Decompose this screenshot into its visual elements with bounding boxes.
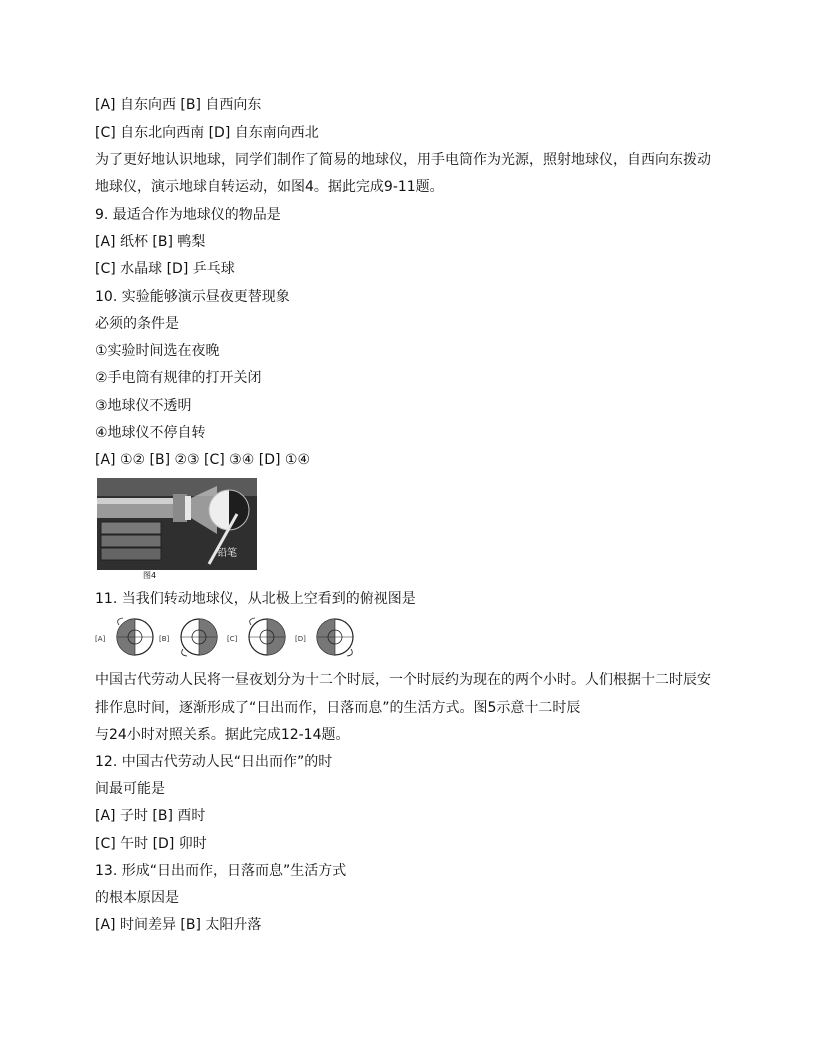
q10-condition-3: ③地球仪不透明 [95,398,192,414]
intro-text-line-1: 为了更好地认识地球，同学们制作了简易的地球仪，用手电筒作为光源，照射地球仪，自西向东拨动 [95,152,711,168]
q10-options: [A] ①② [B] ②③ [C] ③④ [D] ①④ [95,452,310,468]
globe-option-d-label: [D] [295,635,306,643]
q13-stem-line-2: 的根本原因是 [95,890,179,906]
q9-stem: 9. 最适合作为地球仪的物品是 [95,207,281,223]
q10-condition-1: ①实验时间选在夜晚 [95,343,220,359]
globe-option-b-diagram [181,619,217,656]
q12-options-cd: [C] 午时 [D] 卯时 [95,836,207,852]
intro-text-line-2: 地球仪，演示地球自转运动，如图4。据此完成9-11题。 [95,179,444,195]
figure-4-image [97,478,257,570]
q12-stem-line-2: 间最可能是 [95,781,165,797]
globe-option-c-label: [C] [227,635,238,643]
q10-condition-2: ②手电筒有规律的打开关闭 [95,370,262,386]
q12-options-ab: [A] 子时 [B] 酉时 [95,808,206,824]
globe-option-a-diagram [117,618,153,655]
q11-globe-options [95,617,365,657]
globe-option-b-label: [B] [159,635,170,643]
q9-options-ab: [A] 纸杯 [B] 鸭梨 [95,234,206,250]
q10-stem-line-2: 必须的条件是 [95,316,179,332]
q10-condition-4: ④地球仪不停自转 [95,425,206,441]
globe-option-c-diagram [249,618,285,655]
intro2-text-line-2: 排作息时间，逐渐形成了“日出而作，日落而息”的生活方式。图5示意十二时辰 [95,700,581,716]
figure-4-caption: 图4 [143,571,157,580]
globe-option-d-diagram [317,619,353,656]
q11-stem: 11. 当我们转动地球仪，从北极上空看到的俯视图是 [95,591,416,607]
q13-options-ab: [A] 时间差异 [B] 太阳升落 [95,917,262,933]
intro2-text-line-3: 与24小时对照关系。据此完成12-14题。 [95,727,350,743]
q8-options-cd: [C] 自东北向西南 [D] 自东南向西北 [95,125,319,141]
intro2-text-line-1: 中国古代劳动人民将一昼夜划分为十二个时辰，一个时辰约为现在的两个小时。人们根据十二时辰安 [95,672,711,688]
q13-stem-line-1: 13. 形成“日出而作，日落而息”生活方式 [95,863,347,879]
pencil-label: 铅笔 [217,548,237,559]
globe-option-a-label: [A] [95,635,106,643]
q12-stem-line-1: 12. 中国古代劳动人民“日出而作”的时 [95,754,333,770]
q9-options-cd: [C] 水晶球 [D] 乒乓球 [95,261,235,277]
q8-options-ab: [A] 自东向西 [B] 自西向东 [95,97,262,113]
q10-stem-line-1: 10. 实验能够演示昼夜更替现象 [95,289,290,305]
